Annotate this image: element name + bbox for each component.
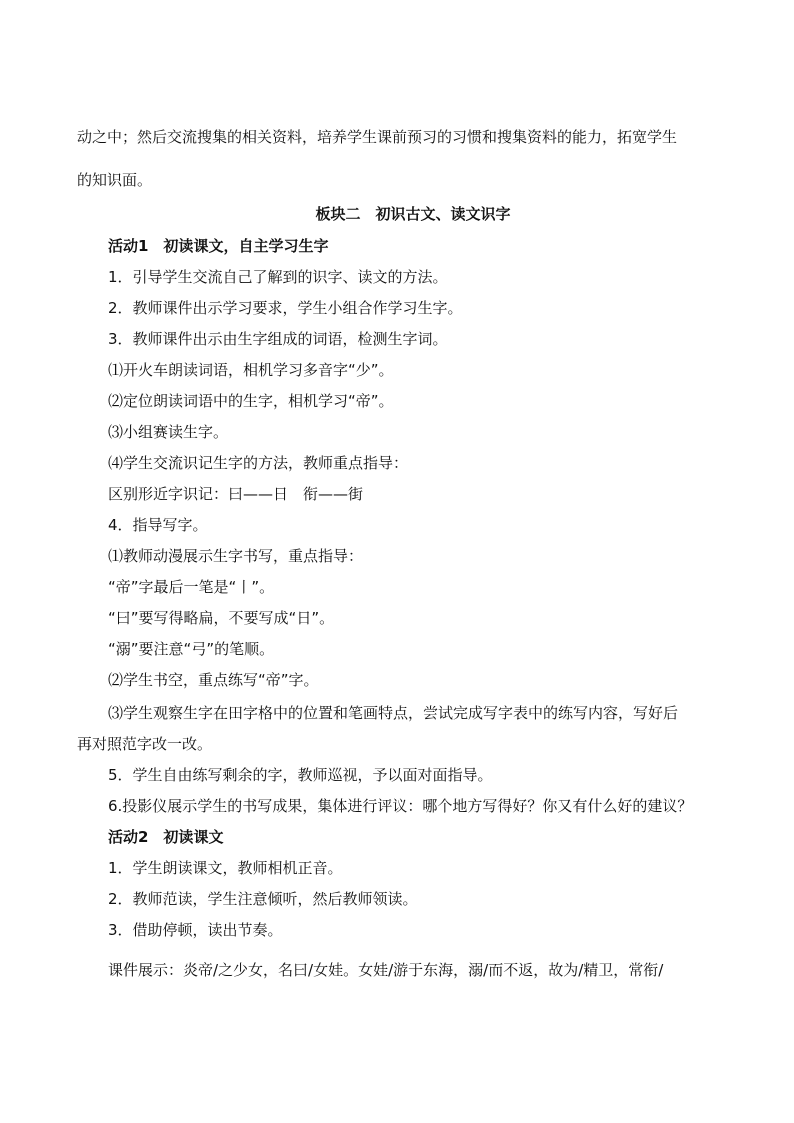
sub-item: ⑵定位朗读词语中的生字，相机学习“帝”。 [108, 392, 394, 410]
paragraph-line: 的知识面。 [77, 171, 153, 189]
paragraph-line: 课件展示：炎帝/之少女，名曰/女娃。女娃/游于东海，溺/而不返，故为/精卫，常衔/ [108, 961, 664, 979]
sub-item: ⑴教师动漫展示生字书写，重点指导： [108, 547, 364, 565]
sub-item: ⑷学生交流识记生字的方法，教师重点指导： [108, 454, 409, 472]
list-item: 5．学生自由练写剩余的字，教师巡视，予以面对面指导。 [108, 766, 493, 784]
section-heading: 板块二 初识古文、读文识字 [315, 205, 511, 223]
paragraph-line: 区别形近字识记：曰——日 衔——街 [108, 485, 364, 503]
list-item: 4．指导写字。 [108, 516, 208, 534]
list-item: 2．教师课件出示学习要求，学生小组合作学习生字。 [108, 299, 463, 317]
list-item: 3．教师课件出示由生字组成的词语，检测生字词。 [108, 330, 448, 348]
sub-item: ⑶学生观察生字在田字格中的位置和笔画特点，尝试完成写字表中的练写内容，写好后 [108, 704, 679, 722]
activity-heading: 活动2 初读课文 [108, 828, 224, 846]
paragraph-line: “帝”字最后一笔是“丨”。 [108, 578, 275, 596]
paragraph-line: “溺”要注意“弓”的笔顺。 [108, 640, 275, 658]
paragraph-line: “曰”要写得略扁，不要写成“日”。 [108, 609, 335, 627]
sub-item: ⑵学生书空，重点练写“帝”字。 [108, 671, 319, 689]
list-item: 1．引导学生交流自己了解到的识字、读文的方法。 [108, 268, 448, 286]
activity-heading: 活动1 初读课文，自主学习生字 [108, 237, 329, 255]
sub-item: ⑶小组赛读生字。 [108, 423, 229, 441]
paragraph-line: 再对照范字改一改。 [77, 735, 213, 753]
list-item: 1．学生朗读课文，教师相机正音。 [108, 859, 343, 877]
list-item: 3．借助停顿，读出节奏。 [108, 921, 283, 939]
list-item: 6.投影仪展示学生的书写成果，集体进行评议：哪个地方写得好？你又有什么好的建议？ [108, 797, 693, 815]
paragraph-line: 动之中；然后交流搜集的相关资料，培养学生课前预习的习惯和搜集资料的能力，拓宽学生 [77, 128, 678, 146]
sub-item: ⑴开火车朗读词语，相机学习多音字“少”。 [108, 361, 394, 379]
list-item: 2．教师范读，学生注意倾听，然后教师领读。 [108, 890, 418, 908]
